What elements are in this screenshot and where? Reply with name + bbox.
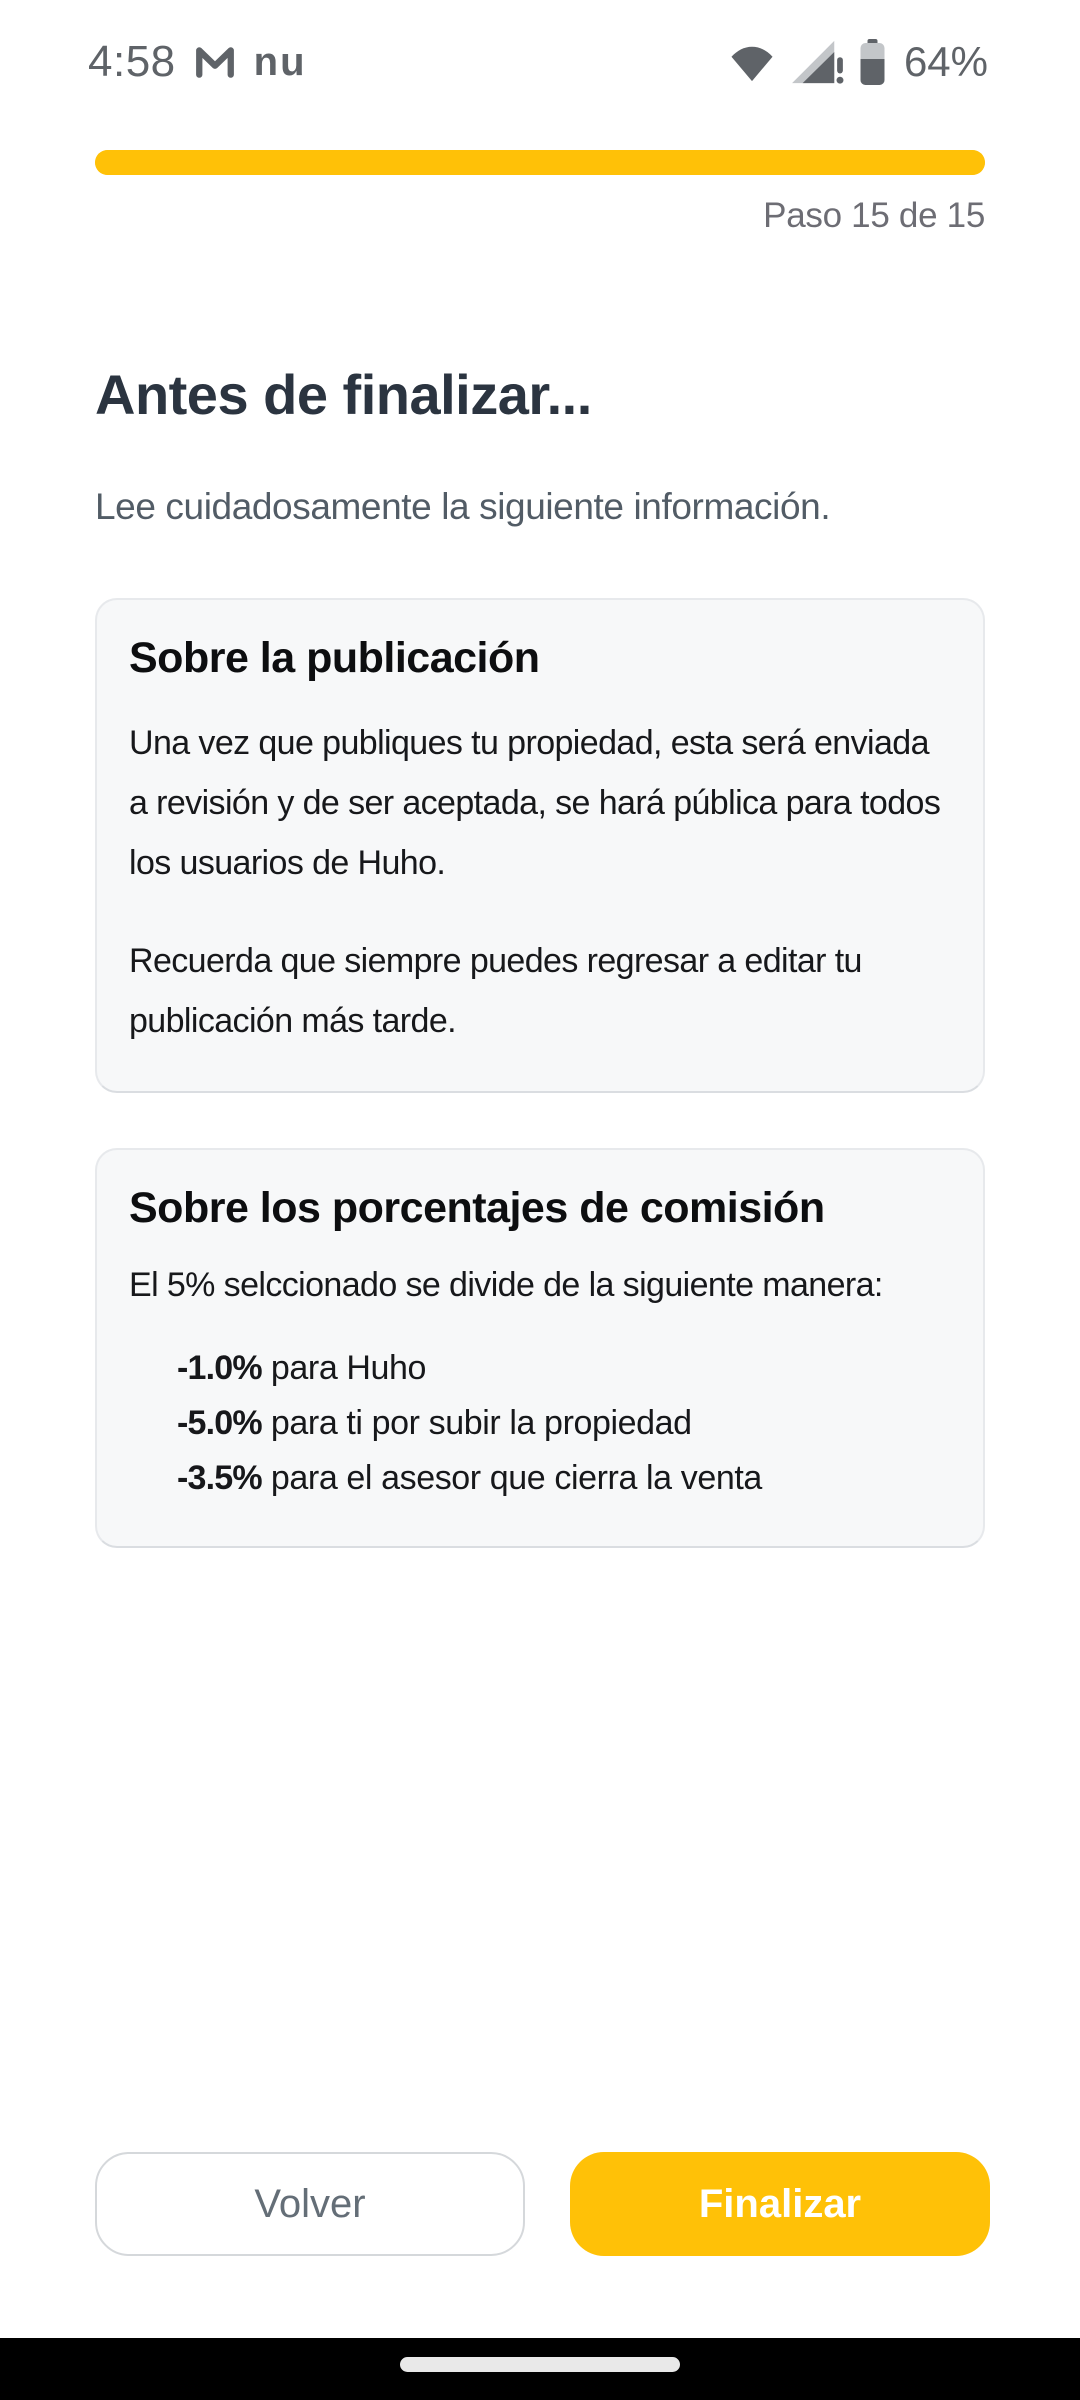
status-bar	[88, 34, 988, 90]
finish-button[interactable]: Finalizar	[570, 2152, 990, 2256]
commission-value: -1.0%	[177, 1349, 262, 1387]
commission-text: para ti por subir la propiedad	[261, 1404, 692, 1442]
footer-button-row	[95, 2152, 990, 2256]
card-intro: El 5% selccionado se divide de la siguiente manera:	[129, 1266, 883, 1304]
gesture-pill[interactable]	[400, 2357, 680, 2372]
cell-signal-alert-icon	[789, 39, 845, 85]
gesture-nav-bar	[0, 2338, 1080, 2400]
commission-value: -3.5%	[177, 1459, 262, 1497]
battery-icon	[859, 39, 886, 85]
gmail-icon	[194, 44, 236, 80]
commission-item	[177, 1396, 951, 1451]
info-card-commission	[95, 1148, 985, 1548]
back-button[interactable]: Volver	[95, 2152, 525, 2256]
commission-item	[177, 1341, 951, 1396]
commission-item	[177, 1451, 951, 1506]
commission-list	[129, 1341, 951, 1506]
status-bar-left	[88, 37, 307, 87]
wifi-icon	[729, 41, 775, 83]
clock-label: 4:58	[88, 37, 176, 86]
nubank-icon: nu	[253, 40, 307, 84]
info-card-publication	[95, 598, 985, 1093]
progress-bar	[95, 150, 985, 175]
progress-bar-fill	[95, 150, 985, 175]
page-title: Antes de finalizar...	[95, 363, 592, 426]
card-title: Sobre la publicación	[129, 634, 540, 682]
step-indicator: Paso 15 de 15	[763, 196, 985, 235]
battery-percent-label: 64%	[903, 38, 988, 85]
status-bar-right	[729, 38, 988, 86]
card-title: Sobre los porcentajes de comisión	[129, 1184, 825, 1232]
card-paragraph: Una vez que publiques tu propiedad, esta será enviada a revisión y de ser aceptada, se hará pública para todos los usuarios de Huho.	[129, 724, 941, 882]
commission-value: -5.0%	[177, 1404, 262, 1442]
page-subtitle: Lee cuidadosamente la siguiente información.	[95, 486, 831, 527]
commission-text: para el asesor que cierra la venta	[261, 1459, 762, 1497]
card-paragraph: Recuerda que siempre puedes regresar a editar tu publicación más tarde.	[129, 942, 862, 1040]
commission-text: para Huho	[261, 1349, 427, 1387]
